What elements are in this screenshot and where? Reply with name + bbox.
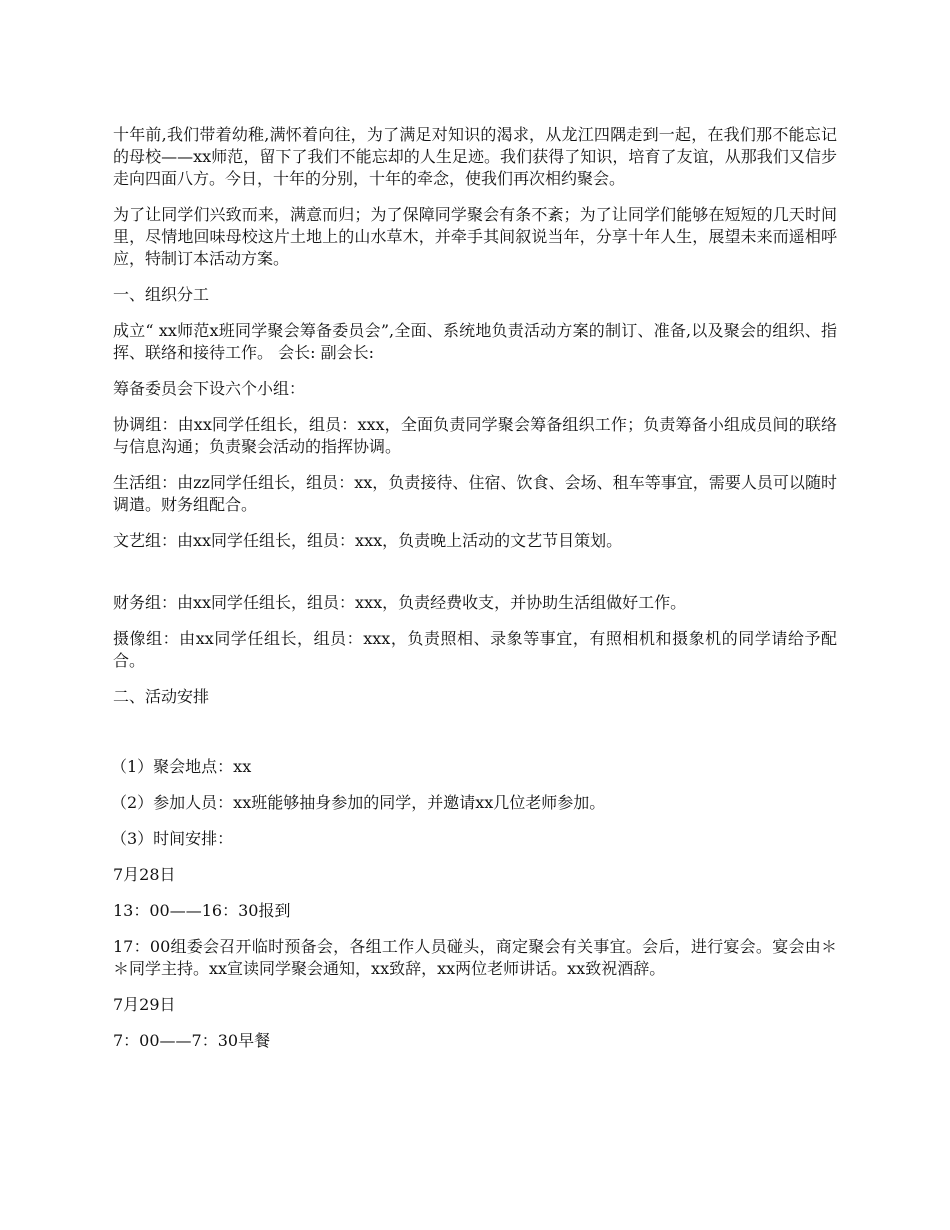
date-july-29: 7月29日	[113, 995, 176, 1014]
finance-group: 财务组：由xx同学任组长，组员：xxx，负责经费收支，并协助生活组做好工作。	[113, 593, 687, 612]
subgroups-intro: 筹备委员会下设六个小组：	[113, 379, 306, 398]
schedule-registration: 13：00——16：30报到	[113, 901, 291, 920]
schedule-item: （3）时间安排：	[111, 829, 234, 848]
logistics-group: 生活组：由zz同学任组长，组员：xx，负责接待、住宿、饮食、会场、租车等事宜，需要人员可以随时调遣。财务组配合。	[113, 473, 837, 514]
schedule-breakfast: 7：00——7：30早餐	[113, 1031, 271, 1050]
schedule-meeting-banquet: 17：00组委会召开临时预备会，各组工作人员碰头，商定聚会有关事宜。会后，进行宴会。宴会由＊＊同学主持。xx宣读同学聚会通知，xx致辞，xx两位老师讲话。xx致祝酒辞。	[113, 937, 837, 978]
committee-paragraph: 成立“ xx师范x班同学聚会筹备委员会”,全面、系统地负责活动方案的制订、准备,以及聚会的组织、指挥、联络和接待工作。 会长: 副会长:	[113, 321, 837, 362]
photography-group: 摄像组：由xx同学任组长，组员：xxx，负责照相、录象等事宜，有照相机和摄象机的同学请给予配合。	[113, 629, 837, 670]
date-july-28: 7月28日	[113, 865, 176, 884]
intro-paragraph: 十年前,我们带着幼稚,满怀着向往，为了满足对知识的渴求，从龙江四隅走到一起，在我们那不能忘记的母校——xx师范，留下了我们不能忘却的人生足迹。我们获得了知识，培育了友谊，从那我们又信步走向四面八方。今日，十年的分别，十年的牵念，使我们再次相约聚会。	[113, 125, 837, 188]
arts-group: 文艺组：由xx同学任组长，组员：xxx，负责晚上活动的文艺节目策划。	[113, 531, 623, 550]
section-heading-activities: 二、活动安排	[113, 687, 210, 706]
document-body	[113, 124, 837, 1066]
section-heading-organization: 一、组织分工	[113, 285, 210, 304]
venue-item: （1）聚会地点：xx	[111, 757, 252, 776]
coordination-group: 协调组：由xx同学任组长，组员：xxx，全面负责同学聚会筹备组织工作；负责筹备小组成员间的联络与信息沟通；负责聚会活动的指挥协调。	[113, 415, 837, 456]
attendees-item: （2）参加人员：xx班能够抽身参加的同学，并邀请xx几位老师参加。	[111, 793, 606, 812]
purpose-paragraph: 为了让同学们兴致而来，满意而归；为了保障同学聚会有条不紊；为了让同学们能够在短短的几天时间里，尽情地回味母校这片土地上的山水草木，并牵手其间叙说当年，分享十年人生，展望未来而遥相呼应，特制订本活动方案。	[113, 205, 837, 268]
